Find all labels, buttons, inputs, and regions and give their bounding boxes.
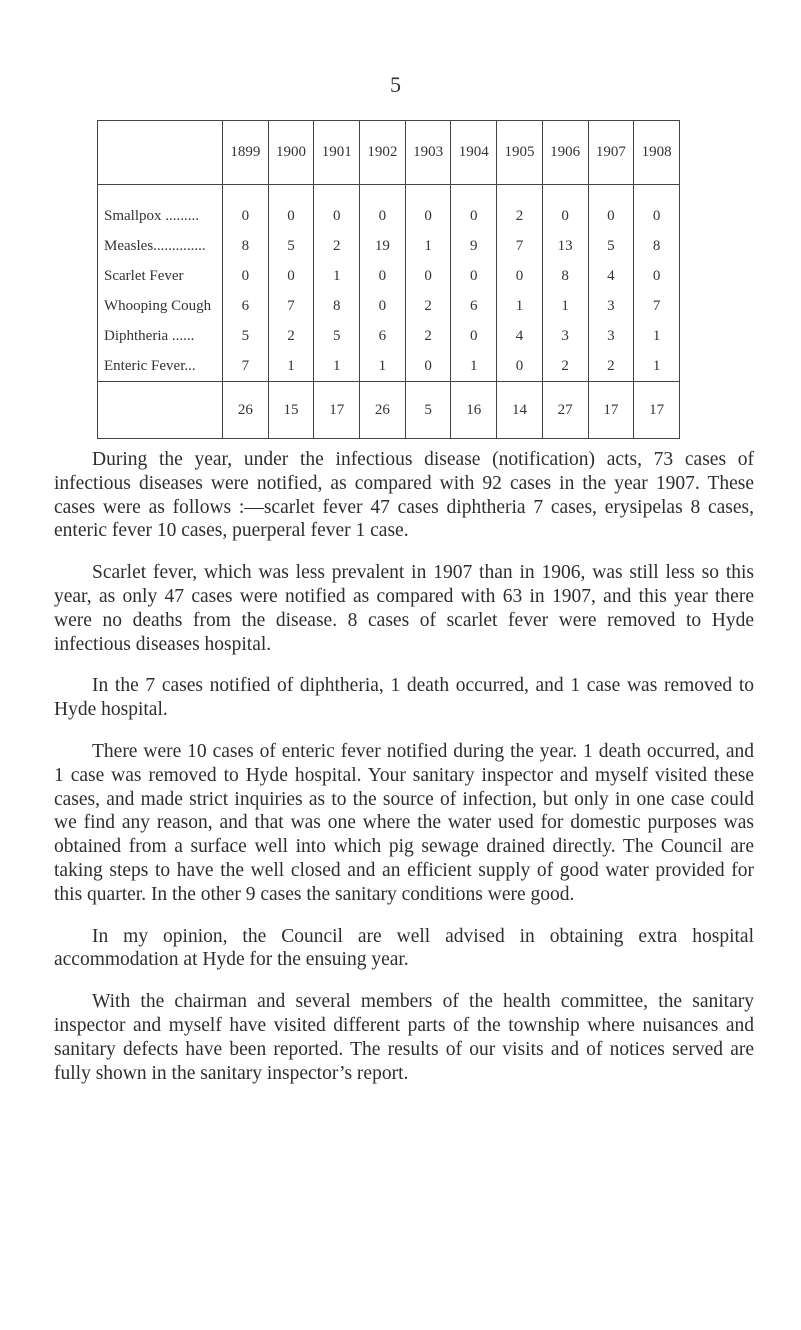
totals-label-cell <box>98 382 223 439</box>
case-count: 2 <box>588 351 634 382</box>
case-count: 2 <box>405 291 451 321</box>
case-count: 1 <box>314 351 360 382</box>
disease-label: Whooping Cough <box>98 291 223 321</box>
total-count: 26 <box>223 382 269 439</box>
case-count: 0 <box>451 185 497 232</box>
paragraph: During the year, under the infectious disease (notification) acts, 73 cases of infectious diseases were notified, as compared with 92 cases in the year 1907. These cases were as follows :—scarlet fever 47 cases diphtheria 7 cases, erysipelas 8 cases, enteric fever 10 cases, puerperal fever 1 case. <box>54 449 754 542</box>
case-count: 1 <box>360 351 406 382</box>
paragraph: There were 10 cases of enteric fever notified during the year. 1 death occurred, and 1 case was removed to Hyde hospital. Your sanitary inspector and myself visited these cases, and made strict inquiries as to the source of infection, but only in one case could we find any reason, and that was one where the water used for domestic purposes was obtained from a surface well into which pig sewage drained directly. The Council are taking steps to have the well closed and an efficient supply of good water provided for this quarter. In the other 9 cases the sanitary conditions were good. <box>54 740 754 905</box>
case-count: 0 <box>268 261 314 291</box>
case-count: 8 <box>542 261 588 291</box>
case-count: 2 <box>497 185 543 232</box>
case-count: 6 <box>223 291 269 321</box>
case-count: 19 <box>360 231 406 261</box>
case-count: 0 <box>588 185 634 232</box>
year-header: 1903 <box>405 121 451 185</box>
year-header: 1902 <box>360 121 406 185</box>
case-count: 0 <box>405 261 451 291</box>
case-count: 5 <box>588 231 634 261</box>
case-count: 5 <box>314 321 360 351</box>
case-count: 6 <box>451 291 497 321</box>
case-count: 5 <box>223 321 269 351</box>
case-count: 6 <box>360 321 406 351</box>
case-count: 1 <box>634 321 680 351</box>
paragraph: Scarlet fever, which was less prevalent in 1907 than in 1906, was still less so this year, as only 47 cases were notified as compared with 63 in 1907, and this year there were no deaths from the disease. 8 cases of scarlet fever were removed to Hyde infectious diseases hospital. <box>54 562 754 655</box>
table-row <box>98 261 680 291</box>
total-count: 14 <box>497 382 543 439</box>
case-count: 2 <box>314 231 360 261</box>
disease-label: Enteric Fever... <box>98 351 223 382</box>
case-count: 1 <box>314 261 360 291</box>
disease-label: Measles.............. <box>98 231 223 261</box>
year-header: 1904 <box>451 121 497 185</box>
case-count: 3 <box>588 321 634 351</box>
case-count: 0 <box>405 351 451 382</box>
case-count: 0 <box>451 261 497 291</box>
paragraph: In my opinion, the Council are well advised in obtaining extra hospital accommodation at Hyde for the ensuing year. <box>54 925 754 971</box>
total-count: 17 <box>634 382 680 439</box>
case-count: 0 <box>497 351 543 382</box>
case-count: 0 <box>314 185 360 232</box>
case-count: 1 <box>268 351 314 382</box>
case-count: 0 <box>451 321 497 351</box>
year-header: 1907 <box>588 121 634 185</box>
case-count: 0 <box>360 261 406 291</box>
total-count: 5 <box>405 382 451 439</box>
total-count: 17 <box>588 382 634 439</box>
case-count: 2 <box>542 351 588 382</box>
paragraph: With the chairman and several members of the health committee, the sanitary inspector and myself have visited different parts of the township where nuisances and sanitary defects have been reported. The results of our visits and of notices served are fully shown in the sanitary inspector’s report. <box>54 991 754 1084</box>
table-row <box>98 291 680 321</box>
case-count: 0 <box>542 185 588 232</box>
case-count: 0 <box>405 185 451 232</box>
case-count: 0 <box>634 261 680 291</box>
year-header: 1908 <box>634 121 680 185</box>
case-count: 7 <box>497 231 543 261</box>
case-count: 0 <box>634 185 680 232</box>
case-count: 7 <box>634 291 680 321</box>
case-count: 1 <box>497 291 543 321</box>
case-count: 2 <box>405 321 451 351</box>
disease-label: Scarlet Fever <box>98 261 223 291</box>
case-count: 0 <box>360 185 406 232</box>
case-count: 0 <box>223 185 269 232</box>
case-count: 8 <box>223 231 269 261</box>
total-count: 16 <box>451 382 497 439</box>
year-header: 1905 <box>497 121 543 185</box>
totals-row <box>98 382 680 439</box>
case-count: 0 <box>268 185 314 232</box>
case-count: 9 <box>451 231 497 261</box>
total-count: 17 <box>314 382 360 439</box>
table-row <box>98 321 680 351</box>
page-number: 5 <box>390 72 401 97</box>
total-count: 26 <box>360 382 406 439</box>
infectious-disease-table <box>97 120 680 439</box>
report-body-text <box>54 448 754 1103</box>
case-count: 1 <box>542 291 588 321</box>
table-header-row <box>98 121 680 185</box>
year-header: 1899 <box>223 121 269 185</box>
table-row <box>98 231 680 261</box>
case-count: 1 <box>405 231 451 261</box>
total-count: 15 <box>268 382 314 439</box>
case-count: 4 <box>497 321 543 351</box>
case-count: 1 <box>634 351 680 382</box>
case-count: 7 <box>268 291 314 321</box>
case-count: 7 <box>223 351 269 382</box>
case-count: 0 <box>360 291 406 321</box>
case-count: 8 <box>634 231 680 261</box>
table-row <box>98 351 680 382</box>
total-count: 27 <box>542 382 588 439</box>
table-corner-cell <box>98 121 223 185</box>
case-count: 5 <box>268 231 314 261</box>
year-header: 1900 <box>268 121 314 185</box>
case-count: 8 <box>314 291 360 321</box>
case-count: 0 <box>223 261 269 291</box>
year-header: 1901 <box>314 121 360 185</box>
case-count: 4 <box>588 261 634 291</box>
case-count: 1 <box>451 351 497 382</box>
case-count: 0 <box>497 261 543 291</box>
case-count: 3 <box>542 321 588 351</box>
paragraph: In the 7 cases notified of diphtheria, 1 death occurred, and 1 case was removed to Hyde hospital. <box>54 675 754 721</box>
disease-label: Smallpox ......... <box>98 185 223 232</box>
year-header: 1906 <box>542 121 588 185</box>
case-count: 3 <box>588 291 634 321</box>
case-count: 2 <box>268 321 314 351</box>
case-count: 13 <box>542 231 588 261</box>
disease-label: Diphtheria ...... <box>98 321 223 351</box>
table-row <box>98 185 680 232</box>
